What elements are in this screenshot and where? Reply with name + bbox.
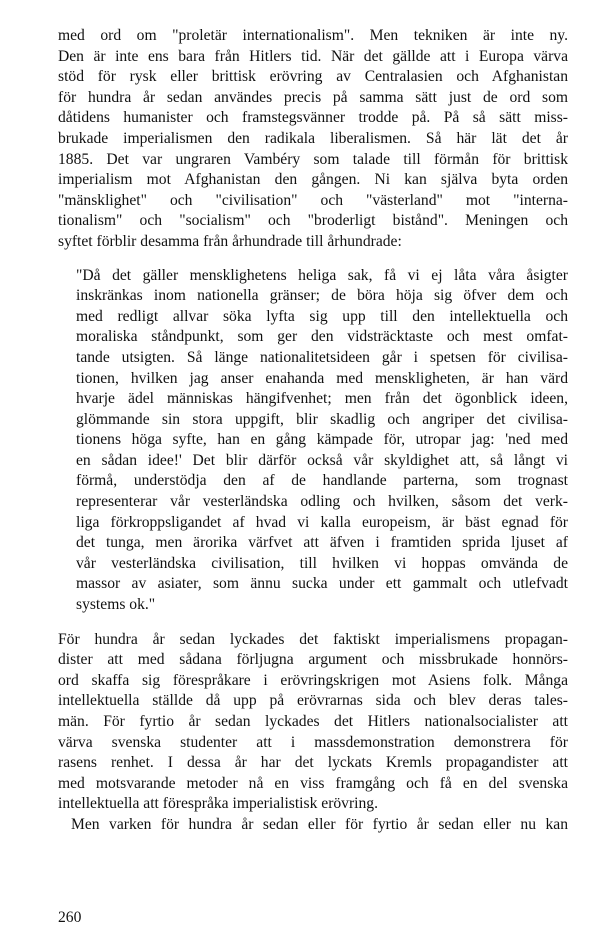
quote-line: med redligt allvar söka lyfta sig upp till den intellektuella och [76, 307, 568, 325]
text-line: rasens renhet. I dessa år har det lyckats Kremls propagandister att [58, 754, 568, 772]
quote-line: hvarje ädel människas hängifvenhet; men från det ögonblick ideen, [76, 390, 568, 408]
quote-line: förmå, understödja den af de handlande parterna, som trognast [76, 472, 568, 490]
quote-line: massor av asiater, som ännu sucka under ett gammalt och utlefvadt [76, 575, 568, 593]
paragraph-propaganda [58, 630, 568, 815]
quote-line: "Då det gäller mensklighetens heliga sak, få vi ej låta våra åsigter [76, 266, 568, 284]
text-line: intellektuella att förespråka imperialistisk erövring. [58, 795, 378, 813]
text-line: dåtidens humanister och framstegsvänner trodde på. På så sätt miss- [58, 109, 568, 127]
text-line: Men varken för hundra år sedan eller för fyrtio år sedan eller nu kan [71, 815, 568, 833]
quote-line: liga förkroppsligandet af hvad vi kalla europeism, är bäst egnad för [76, 513, 568, 531]
text-line: "mänsklighet" och "civilisation" och "västerland" mot "interna- [58, 191, 568, 209]
text-line: intellektuella ställde då upp på erövrarnas sida och blev deras tales- [58, 692, 568, 710]
quote-line: vår vesterländska civilisation, till hvilken vi hoppas omvända de [76, 554, 568, 572]
text-line: värva svenska studenter att i massdemonstration demonstrera för [58, 733, 568, 751]
text-line: för hundra år sedan användes precis på samma sätt just de ord som [58, 88, 568, 106]
quote-line: systems ok." [76, 596, 156, 614]
text-line: För hundra år sedan lyckades det faktiskt imperialismens propagan- [58, 630, 568, 648]
text-line: Den är inte ens bara från Hitlers tid. När det gällde att i Europa värva [58, 47, 568, 65]
text-line: med motsvarande metoder nå en viss framgång och få en del svenska [58, 774, 568, 792]
text-line: män. För fyrtio år sedan lyckades det Hitlers nationalsocialister att [58, 713, 568, 730]
text-line: tionalism" och "socialism" och "broderligt bistånd". Meningen och [58, 212, 568, 230]
text-line: med ord om "proletär internationalism". Men tekniken är inte ny. [58, 27, 568, 44]
quote-line: det tunga, men ärorika värfvet att äfven i framtiden sprida ljuset af [76, 534, 568, 552]
quote-line: moraliska ståndpunkt, som ger den vidsträcktaste och mest omfat- [76, 328, 568, 346]
quote-line: inskränkas inom nationella gränser; de böra höja sig öfver dem och [76, 287, 568, 305]
text-line: brukade imperialismen den radikala liberalismen. Så här lät det år [58, 129, 568, 147]
page-number: 260 [58, 909, 82, 926]
text-line: dister att med sådana förljugna argument och missbrukade honnörs- [58, 651, 568, 669]
quote-line: en sådan idee!' Det blir därför också vår skyldighet att, så långt vi [76, 451, 568, 469]
quote-line: glömmande sin stora uppgift, blir skadlig och angriper det civilisa- [76, 410, 568, 428]
quote-line: tionen, hvilken jag anser enahanda med menskligheten, är han värd [76, 369, 568, 387]
paragraph-closing [58, 815, 568, 836]
quote-line: representerar vår vesterländska odling och hvilken, såsom det verk- [76, 493, 568, 511]
quote-line: tande utsigten. Så länge nationalitetsideen går i spetsen för civilisa- [76, 348, 568, 366]
text-line: syftet förblir desamma från århundrade till århundrade: [58, 232, 402, 250]
quote-line: tionens höga syfte, han en gång kämpade för, utropar jag: 'ned med [76, 431, 568, 449]
text-line: 1885. Det var ungraren Vambéry som talade till förmån för brittisk [58, 150, 568, 168]
paragraph-intro [58, 26, 568, 253]
block-quote [76, 266, 568, 616]
text-line: ord skaffa sig förespråkare i erövringskrigen mot Asiens folk. Många [58, 671, 568, 689]
page-body [58, 26, 568, 836]
text-line: stöd för rysk eller brittisk erövring av Centralasien och Afghanistan [58, 68, 568, 86]
text-line: imperialism mot Afghanistan den gången. Ni kan själva byta orden [58, 171, 568, 189]
